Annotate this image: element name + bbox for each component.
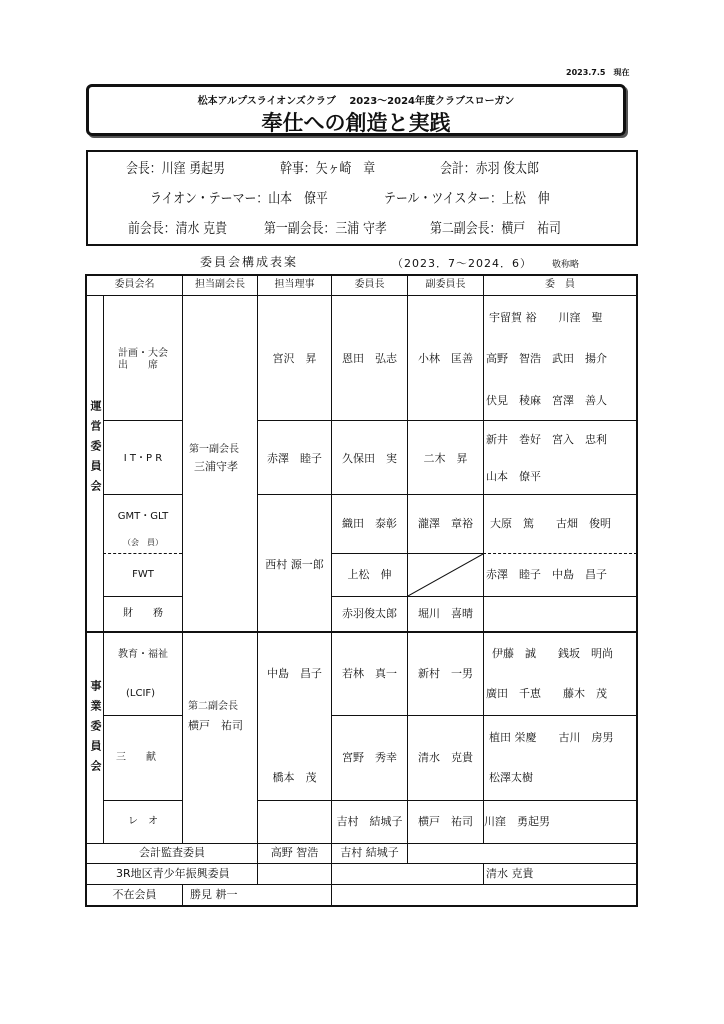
document-date: 2023.7.5 現在 bbox=[566, 68, 630, 77]
officer-first-vp: 第一副会長：三浦 守孝 bbox=[264, 221, 387, 237]
group-label-unei: 運営委員会 bbox=[89, 400, 102, 500]
committee-keikaku-name-1: 計画・大会 bbox=[118, 348, 168, 359]
zaimu-vice-chair: 堀川 喜晴 bbox=[418, 607, 473, 620]
zaimu-chair: 赤羽俊太郎 bbox=[342, 607, 397, 620]
kenketsu-members-1: 植田 栄慶 古川 房男 bbox=[489, 731, 614, 744]
kyoiku-director: 中島 昌子 bbox=[267, 667, 322, 680]
kenketsu-chair: 宮野 秀幸 bbox=[342, 751, 397, 764]
kyoiku-members-1: 伊藤 誠 銭坂 明尚 bbox=[492, 647, 613, 660]
officer-past-president: 前会長：清水 克貴 bbox=[128, 221, 227, 237]
slogan-title: 奉仕への創造と実践 bbox=[261, 111, 451, 135]
table-honorific-note: 敬称略 bbox=[552, 260, 580, 270]
header-rule bbox=[86, 295, 637, 296]
gmt-chair: 織田 泰彰 bbox=[342, 517, 397, 530]
kyoiku-members-2: 廣田 千恵 藤木 茂 bbox=[486, 687, 607, 700]
first-vp-name: 三浦守孝 bbox=[194, 460, 238, 473]
gmt-members: 大原 篤 古畑 俊明 bbox=[490, 517, 611, 530]
itpr-chair: 久保田 実 bbox=[342, 452, 397, 465]
gmt-vice-chair: 瀧澤 章裕 bbox=[418, 517, 473, 530]
committee-itpr-name: I T・P R bbox=[123, 453, 163, 464]
committee-kenketsu-name: 三 献 bbox=[116, 752, 156, 763]
header-committee: 委員会名 bbox=[114, 279, 155, 290]
header-vice-chair: 副委員長 bbox=[425, 279, 466, 290]
itpr-vice-chair: 二木 昇 bbox=[423, 452, 468, 465]
committee-gmt-name-1: GMT・GLT bbox=[117, 511, 169, 522]
kenketsu-vice-chair: 清水 克貴 bbox=[418, 751, 473, 764]
slogan-box bbox=[86, 84, 626, 136]
header-director: 担当理事 bbox=[274, 279, 315, 290]
fwt-director: 西村 源一郎 bbox=[265, 558, 324, 571]
empty-cell-slash bbox=[408, 554, 483, 596]
table-border-top bbox=[85, 274, 638, 276]
fwt-members: 赤澤 睦子 中島 昌子 bbox=[486, 568, 607, 581]
committee-kyoiku-name-2: (LCIF) bbox=[126, 688, 156, 699]
committee-kyoiku-name-1: 教育・福祉 bbox=[118, 649, 168, 660]
leo-vice-chair: 横戸 祐司 bbox=[418, 815, 473, 828]
itpr-director: 赤澤 睦子 bbox=[267, 452, 322, 465]
leo-chair: 吉村 結城子 bbox=[336, 815, 403, 828]
group-label-jigyo: 事業委員会 bbox=[89, 680, 102, 780]
keikaku-chair: 恩田 弘志 bbox=[342, 352, 397, 365]
table-period: （2023．7～2024．6） bbox=[392, 257, 532, 270]
kenketsu-director: 橋本 茂 bbox=[272, 771, 317, 784]
committee-gmt-name-2: （会 員） bbox=[123, 538, 163, 547]
officer-tail-twister: テール・ツイスター：上松 伸 bbox=[384, 191, 550, 207]
section-divider bbox=[86, 631, 637, 633]
header-members: 委 員 bbox=[545, 279, 575, 290]
keikaku-vice-chair: 小林 匡善 bbox=[418, 352, 473, 365]
itpr-members-1: 新井 巻好 宮入 忠利 bbox=[486, 433, 607, 446]
officer-lion-tamer: ライオン・テーマー：山本 僚平 bbox=[150, 191, 328, 207]
committee-fwt-name: FWT bbox=[132, 569, 154, 580]
table-border-right bbox=[636, 274, 638, 907]
header-chair: 委員長 bbox=[354, 279, 385, 290]
keikaku-members-3: 伏見 稜麻 宮澤 善人 bbox=[486, 394, 607, 407]
keikaku-members-2: 高野 智浩 武田 揚介 bbox=[486, 352, 607, 365]
audit-label: 会計監査委員 bbox=[139, 846, 205, 859]
absent-label: 不在会員 bbox=[112, 888, 157, 901]
first-vp-label: 第一副会長 bbox=[189, 444, 239, 455]
officer-treasurer: 会計：赤羽 俊太郎 bbox=[440, 161, 539, 177]
leo-members: 川窪 勇起男 bbox=[484, 815, 550, 828]
audit-member-2: 吉村 結城子 bbox=[340, 846, 399, 859]
kyoiku-vice-chair: 新村 一男 bbox=[418, 667, 473, 680]
header-vp: 担当副会長 bbox=[195, 279, 245, 290]
kenketsu-members-2: 松澤太樹 bbox=[489, 771, 533, 784]
committee-keikaku-name-2: 出 席 bbox=[118, 360, 158, 371]
youth-member: 清水 克貴 bbox=[486, 867, 534, 880]
committee-zaimu-name: 財 務 bbox=[123, 608, 163, 619]
youth-label: 3R地区青少年振興委員 bbox=[116, 867, 230, 880]
officer-second-vp: 第二副会長：横戸 祐司 bbox=[430, 221, 561, 237]
second-vp-label: 第二副会長 bbox=[188, 701, 238, 712]
kyoiku-chair: 若林 真一 bbox=[342, 667, 397, 680]
fwt-chair: 上松 伸 bbox=[347, 568, 392, 581]
slogan-club-line: 松本アルプスライオンズクラブ 2023～2024年度クラブスローガン bbox=[197, 96, 515, 107]
absent-member: 勝見 耕一 bbox=[190, 888, 238, 901]
table-title: 委員会構成表案 bbox=[200, 255, 299, 269]
keikaku-members-1: 宇留賀 裕 川窪 聖 bbox=[489, 311, 603, 324]
officer-secretary: 幹事：矢ヶ崎 章 bbox=[280, 161, 376, 177]
officers-box bbox=[86, 150, 638, 246]
itpr-members-2: 山本 僚平 bbox=[486, 470, 541, 483]
keikaku-director: 宮沢 昇 bbox=[272, 352, 317, 365]
officer-president: 会長：川窪 勇起男 bbox=[126, 161, 225, 177]
audit-member-1: 高野 智浩 bbox=[270, 846, 319, 859]
second-vp-name: 横戸 祐司 bbox=[188, 719, 243, 732]
committee-leo-name: レ オ bbox=[128, 816, 158, 827]
table-border-bottom bbox=[85, 905, 638, 907]
table-border-left bbox=[85, 274, 87, 907]
